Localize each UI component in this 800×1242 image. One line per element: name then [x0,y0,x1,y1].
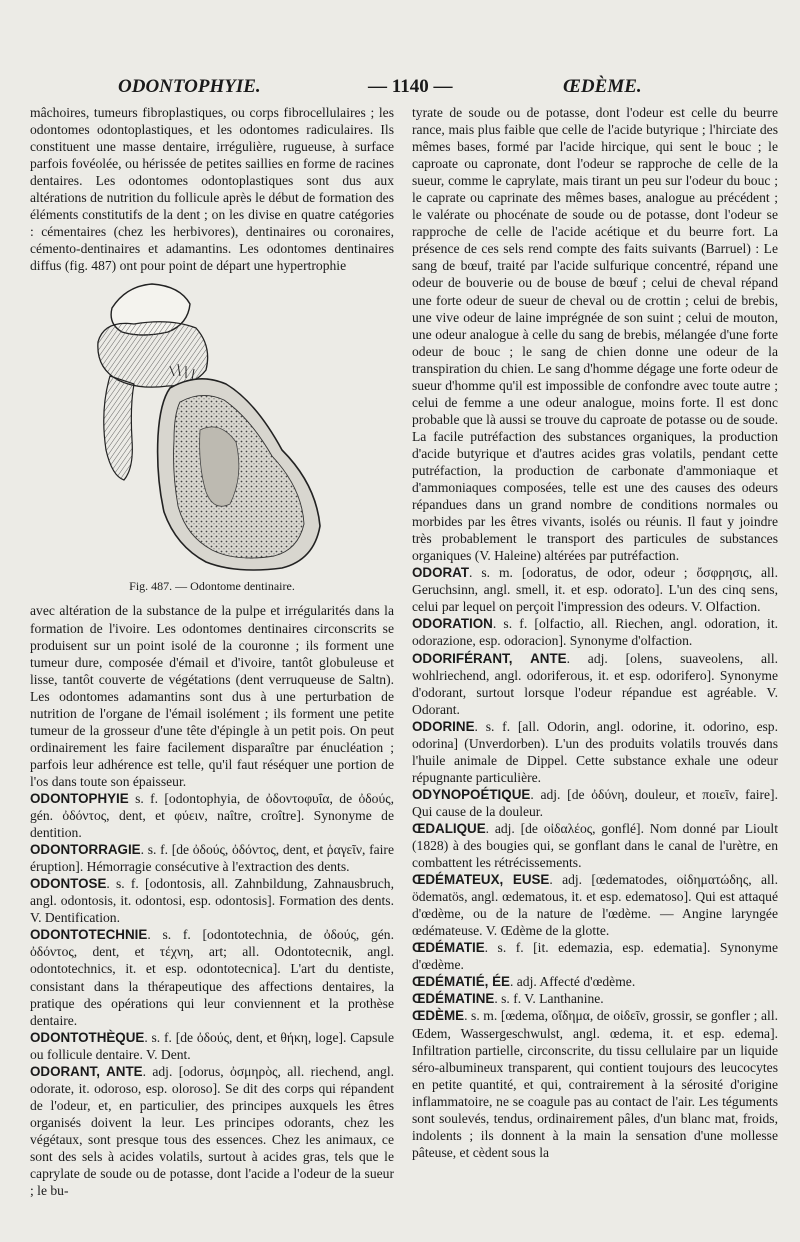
headword: ODORIFÉRANT, ANTE [412,650,567,666]
right-continuation-text: tyrate de soude ou de potasse, dont l'odeur est celle du beurre rance, mais plus faible que celle de l'acide butyrique ; l'hirciate des mêmes bases, formé par l'acide hircique, qui sent le bouc ; le caproate ou capronate, dont l'odeur se rapproche de celle de la sueur, comme le caprylate, mais tirant un peu sur l'odeur du bouc ; le caprate ou caprinate des mêmes bases, analogue au précédent ; le valérate ou phocénate de soude ou de potasse, dont l'odeur se rapproche de celle de l'acide acétique et du beurre fort. La présence de ces sels rend compte des faits suivants (Barruel) : Le sang de bœuf, traité par l'acide sulfurique concentré, répand une odeur de bouverie ou de bouse de bœuf ; celui de cheval répand une forte odeur de sueur de cheval ou de crottin ; celui de brebis, une vive odeur de laine imprégnée de son suint ; celui de mouton, une odeur analogue à celle du sang de brebis, mélangée d'une forte odeur de bouc ; le sang de chien donne une odeur de la transpiration du chien. Le sang d'homme dégage une forte odeur de sueur d'homme qu'il est impossible de confondre avec toute autre ; celui de femme a une odeur analogue, moins forte. Il est donc probable que là aussi se trouve du caproate de potasse ou de soude. La facile putréfaction des substances organiques, la production d'acide butyrique et d'autres acides gras volatils, pendant cette putréfaction, la production de carbonate d'ammoniaque et d'ammoniaques composées, telle est une des causes des odeurs répandues dans un grand nombre de conditions normales ou morbides par les êtres vivants, isolés ou réunis. Il faut y joindre très probablement le transport des particules de substances organiques (V. Haleine) altérées par putréfaction. [412,105,778,564]
header-right-word: ŒDÈME. [563,76,642,97]
definition: . adj. [odorus, ὀσμηρὸς, all. riechend, angl. odorate, it. odoroso, esp. oloroso]. Se dit des corps qui répandent de l'odeur, et, en particulier, des principes auxquels les êtres organisés doivent la leur. Les principes odorants, chez les végétaux, sont presque tous des essences. Chez les animaux, ce sont des sels à acides volatils, surtout à acides gras, tels que le caprylate de soude ou de potasse, dont l'acide a l'odeur de la sueur ; le bu- [30,1063,394,1199]
entry-oedematie-adj [412,973,778,990]
headword: ODORINE [412,718,475,734]
headword: ŒDÉMATIE [412,940,485,956]
header-left-word: ODONTOPHYIE. [118,76,261,97]
entry-odorine [412,718,778,786]
headword: ŒDÉMATIÉ, ÉE [412,974,510,990]
definition: . s. m. [odoratus, de odor, odeur ; ὄσφρησις, all. Geruchsinn, angl. smell, it. et esp. odorato]. L'un des cinq sens, celui par lequel on perçoit l'impression des odeurs. V. Olfaction. [412,565,778,615]
entry-odontotheque [30,1029,394,1063]
figure-caption: Fig. 487. — Odontome dentinaire. [129,579,295,594]
figure-487 [30,280,394,598]
left-after-figure-text: avec altération de la substance de la pulpe et irrégularités dans la formation de l'ivoire. Les odontomes dentinaires circonscrits se produisent sur un point isolé de la couronne ; ils forment une tumeur dure, composée d'émail et d'ivoire, tantôt globuleuse et lisse, tantôt couverte de végétations (dent verruqueuse de Saltn). Les odontomes adamantins sont dus à une perturbation de nutrition de l'organe de l'émail isolément ; ils forment une petite tumeur de la grosseur d'une tête d'épingle à un petit pois. On peut ordinairement les faire facilement disparaître par énucléation ; parfois leur adhérence est telle, qu'il faut réséquer une portion de l'os dans toute son épaisseur. [30,603,394,789]
page-number: — 1140 — [368,76,453,97]
entry-oedalique [412,820,778,871]
definition: . s. f. [odontosis, all. Zahnbildung, Zahnausbruch, angl. odontosis, it. odontosi, esp. odontosis]. Formation des dents. V. Dentification. [30,876,394,926]
odontome-illustration [30,280,394,580]
definition: . adj. Affecté d'œdème. [509,974,636,990]
left-intro-text: mâchoires, tumeurs fibroplastiques, ou corps fibrocellulaires ; les odontomes odontoplastiques, et les odontomes radiculaires. Ils constituent une masse dentaire, irrégulière, rugueuse, à surface parfois fovéolée, ou hérissée de petites saillies en forme de racines dentaires. Les odontomes odontoplastiques sont dus aux altérations de nutrition du follicule après le début de formation des éléments constitutifs de la dent ; on les divise en quatre catégories : cémentaires (chez les herbivores), dentinaires ou coronaires, cémento-dentinaires et adamantins. Les odontomes dentinaires diffus (fig. 487) ont pour point de départ une hypertrophie [30,105,394,274]
definition: . adj. [de ὀδύνη, douleur, et ποιεῖν, faire]. Qui cause de la douleur. [412,786,778,819]
headword: ODONTOPHYIE [30,790,129,806]
definition: . s. f. [de ὀδούς, dent, et θήκη, loge]. Capsule ou follicule dentaire. V. Dent. [30,1029,394,1062]
entry-odontotechnie [30,926,394,1028]
entry-odorant [30,1063,394,1199]
entry-odontorragie [30,841,394,875]
entry-odorat [412,564,778,615]
left-column [30,104,394,1199]
definition: . s. m. [œdema, οἴδημα, de οἰδεῖν, grossir, se gonfler ; all. Œdem, Wassergeschwulst, angl. œdema, it. et esp. edema]. Infiltration partielle, circonscrite, du tissu cellulaire par un liquide séro-albumineux transparent, qui contient toujours des leucocytes en petite quantité, et qui, contrairement à la sérosité d'origine inflammatoire, ne se coagule pas au contact de l'air. Les téguments sont soulevés, tendus, ordinairement pâles, d'un blanc mat, froids, indolents ; ils donnent à la main la sensation d'une mollesse pâteuse, et cèdent sous la [412,1008,778,1160]
headword: ŒDÉMATINE [412,991,495,1007]
headword: ODORAT [412,565,470,581]
headword: ODONTOTECHNIE [30,927,148,943]
headword: ŒDÈME [412,1008,465,1024]
definition: . s. f. [all. Odorin, angl. odorine, it. odorino, esp. odorina] (Unverdorben). L'un des produits volatils trouvés dans l'huile animale de Dippel. Cette substance exhale une odeur répugnante particulière. [412,718,778,785]
definition: . s. f. V. Lanthanine. [494,991,604,1007]
entry-oedemateux [412,871,778,939]
definition: . adj. [œdematodes, οἰδηματώδης, all. ödematös, angl. œdematous, it. et esp. edematoso]. Qui est attaqué d'œdème, ou de la nature de l'œdème. — Angine laryngée œdémateuse. V. Œdème de la glotte. [412,872,778,939]
headword: ŒDÉMATEUX, EUSE [412,872,550,888]
headword: ODORANT, ANTE [30,1063,143,1079]
page-header [0,70,800,100]
definition: . s. f. [olfactio, all. Riechen, angl. odoration, it. odorazione, esp. odoracion]. Synonyme d'olfaction. [412,616,778,649]
entry-odynopoetique [412,786,778,820]
entry-oedeme [412,1007,778,1160]
entry-odontose [30,875,394,926]
headword: ŒDALIQUE [412,820,486,836]
headword: ODORATION [412,616,493,632]
headword: ODONTOSE [30,876,107,892]
headword: ODONTOTHÈQUE [30,1029,145,1045]
entry-oedematine [412,990,778,1007]
definition: . s. f. [de ὀδούς, ὀδόντος, dent, et ῥαγεῖν, faire éruption]. Hémorragie consécutive à l'extraction des dents. [30,842,394,875]
definition: . adj. [de οἰδαλέος, gonflé]. Nom donné par Lioult (1828) à des bougies qui, se gonflant dans le canal de l'urètre, en combattent les rétrécissements. [412,820,778,871]
headword: ODYNOPOÉTIQUE [412,786,531,802]
entry-odoriferant [412,650,778,718]
definition: . s. f. [odontotechnia, de ὀδούς, gén. ὀδόντος, dent, et τέχνη, art; all. Odontotecnik, angl. odontotechnics, it. et esp. odontotecnica]. L'art du dentiste, consistant dans la thérapeutique des affections dentaires, la pratique des opérations qui leur conviennent et la prothèse dentaire. [30,927,394,1028]
right-column [412,104,778,1161]
entry-oedematie [412,939,778,973]
definition: s. f. [odontophyia, de ὀδοντοφυΐα, de ὀδούς, gén. ὀδόντος, dent, et φύειν, naître, croître]. Synonyme de dentition. [30,790,394,841]
entry-odoration [412,615,778,649]
entry-odontophyie [30,790,394,841]
definition: . s. f. [it. edemazia, esp. edematia]. Synonyme d'œdème. [412,940,778,973]
definition: . adj. [olens, suaveolens, all. wohlriechend, angl. odoriferous, it. et esp. odorifero]. Synonyme d'odorant, surtout lorsque l'odeur répandue est agréable. V. Odorant. [412,650,778,717]
headword: ODONTORRAGIE [30,842,141,858]
